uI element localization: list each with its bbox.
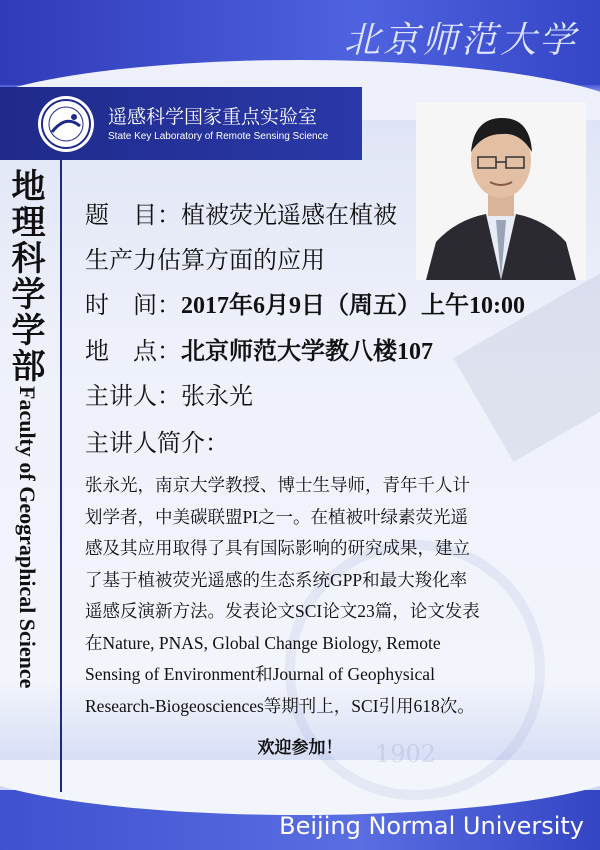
- title-label: 题 目：: [85, 201, 181, 229]
- speaker-label: 主讲人：: [85, 382, 181, 410]
- bio-line: 划学者，中美碳联盟PI之一。在植被叶绿素荧光遥: [85, 506, 469, 527]
- welcome-text: 欢迎参加！: [257, 738, 343, 758]
- time-row: [85, 285, 525, 320]
- footer-university-name: Beijing Normal University: [279, 812, 584, 840]
- seal-year: 1902: [375, 740, 437, 768]
- speaker-name: 张永光: [181, 382, 253, 410]
- bio-line: 感及其应用取得了具有国际影响的研究成果，建立: [85, 538, 470, 558]
- lab-name-en: State Key Laboratory of Remote Sensing Science: [108, 131, 329, 142]
- department-name-cn: 地理科学学部: [5, 168, 45, 384]
- title-line-1: 植被荧光遥感在植被: [181, 201, 397, 229]
- bio-line: 在Nature, PNAS, Global Change Biology, Remote: [85, 632, 441, 653]
- divider-line: [60, 160, 62, 792]
- speaker-bio: [85, 470, 565, 722]
- lab-name-cn: 遥感科学国家重点实验室: [108, 106, 318, 128]
- university-calligraphy: 北京师范大学: [343, 20, 578, 61]
- bio-line: 张永光，南京大学教授、博士生导师，青年千人计: [85, 475, 470, 495]
- title-line-2: 生产力估算方面的应用: [85, 246, 325, 274]
- bio-line: Research-Biogeosciences等期刊上，SCI引用618次。: [85, 695, 475, 716]
- speaker-photo: [416, 102, 586, 280]
- bio-line: 遥感反演新方法。发表论文SCI论文23篇，论文发表: [85, 601, 480, 621]
- department-name-en: Faculty of Geographical Science: [15, 386, 40, 689]
- bio-line: Sensing of Environment和Journal of Geophysical: [85, 664, 435, 684]
- time-value: 2017年6月9日（周五）上午10:00: [181, 293, 525, 319]
- title-row: [85, 195, 397, 230]
- bio-line: 了基于植被荧光遥感的生态系统GPP和最大羧化率: [85, 569, 468, 590]
- lab-logo-icon: [38, 96, 94, 152]
- place-value: 北京师范大学教八楼107: [181, 339, 433, 365]
- time-label: 时 间：: [85, 291, 181, 319]
- place-label: 地 点：: [85, 337, 181, 365]
- bio-heading: 主讲人简介：: [85, 429, 229, 457]
- speaker-row: [85, 376, 253, 411]
- place-row: [85, 331, 433, 366]
